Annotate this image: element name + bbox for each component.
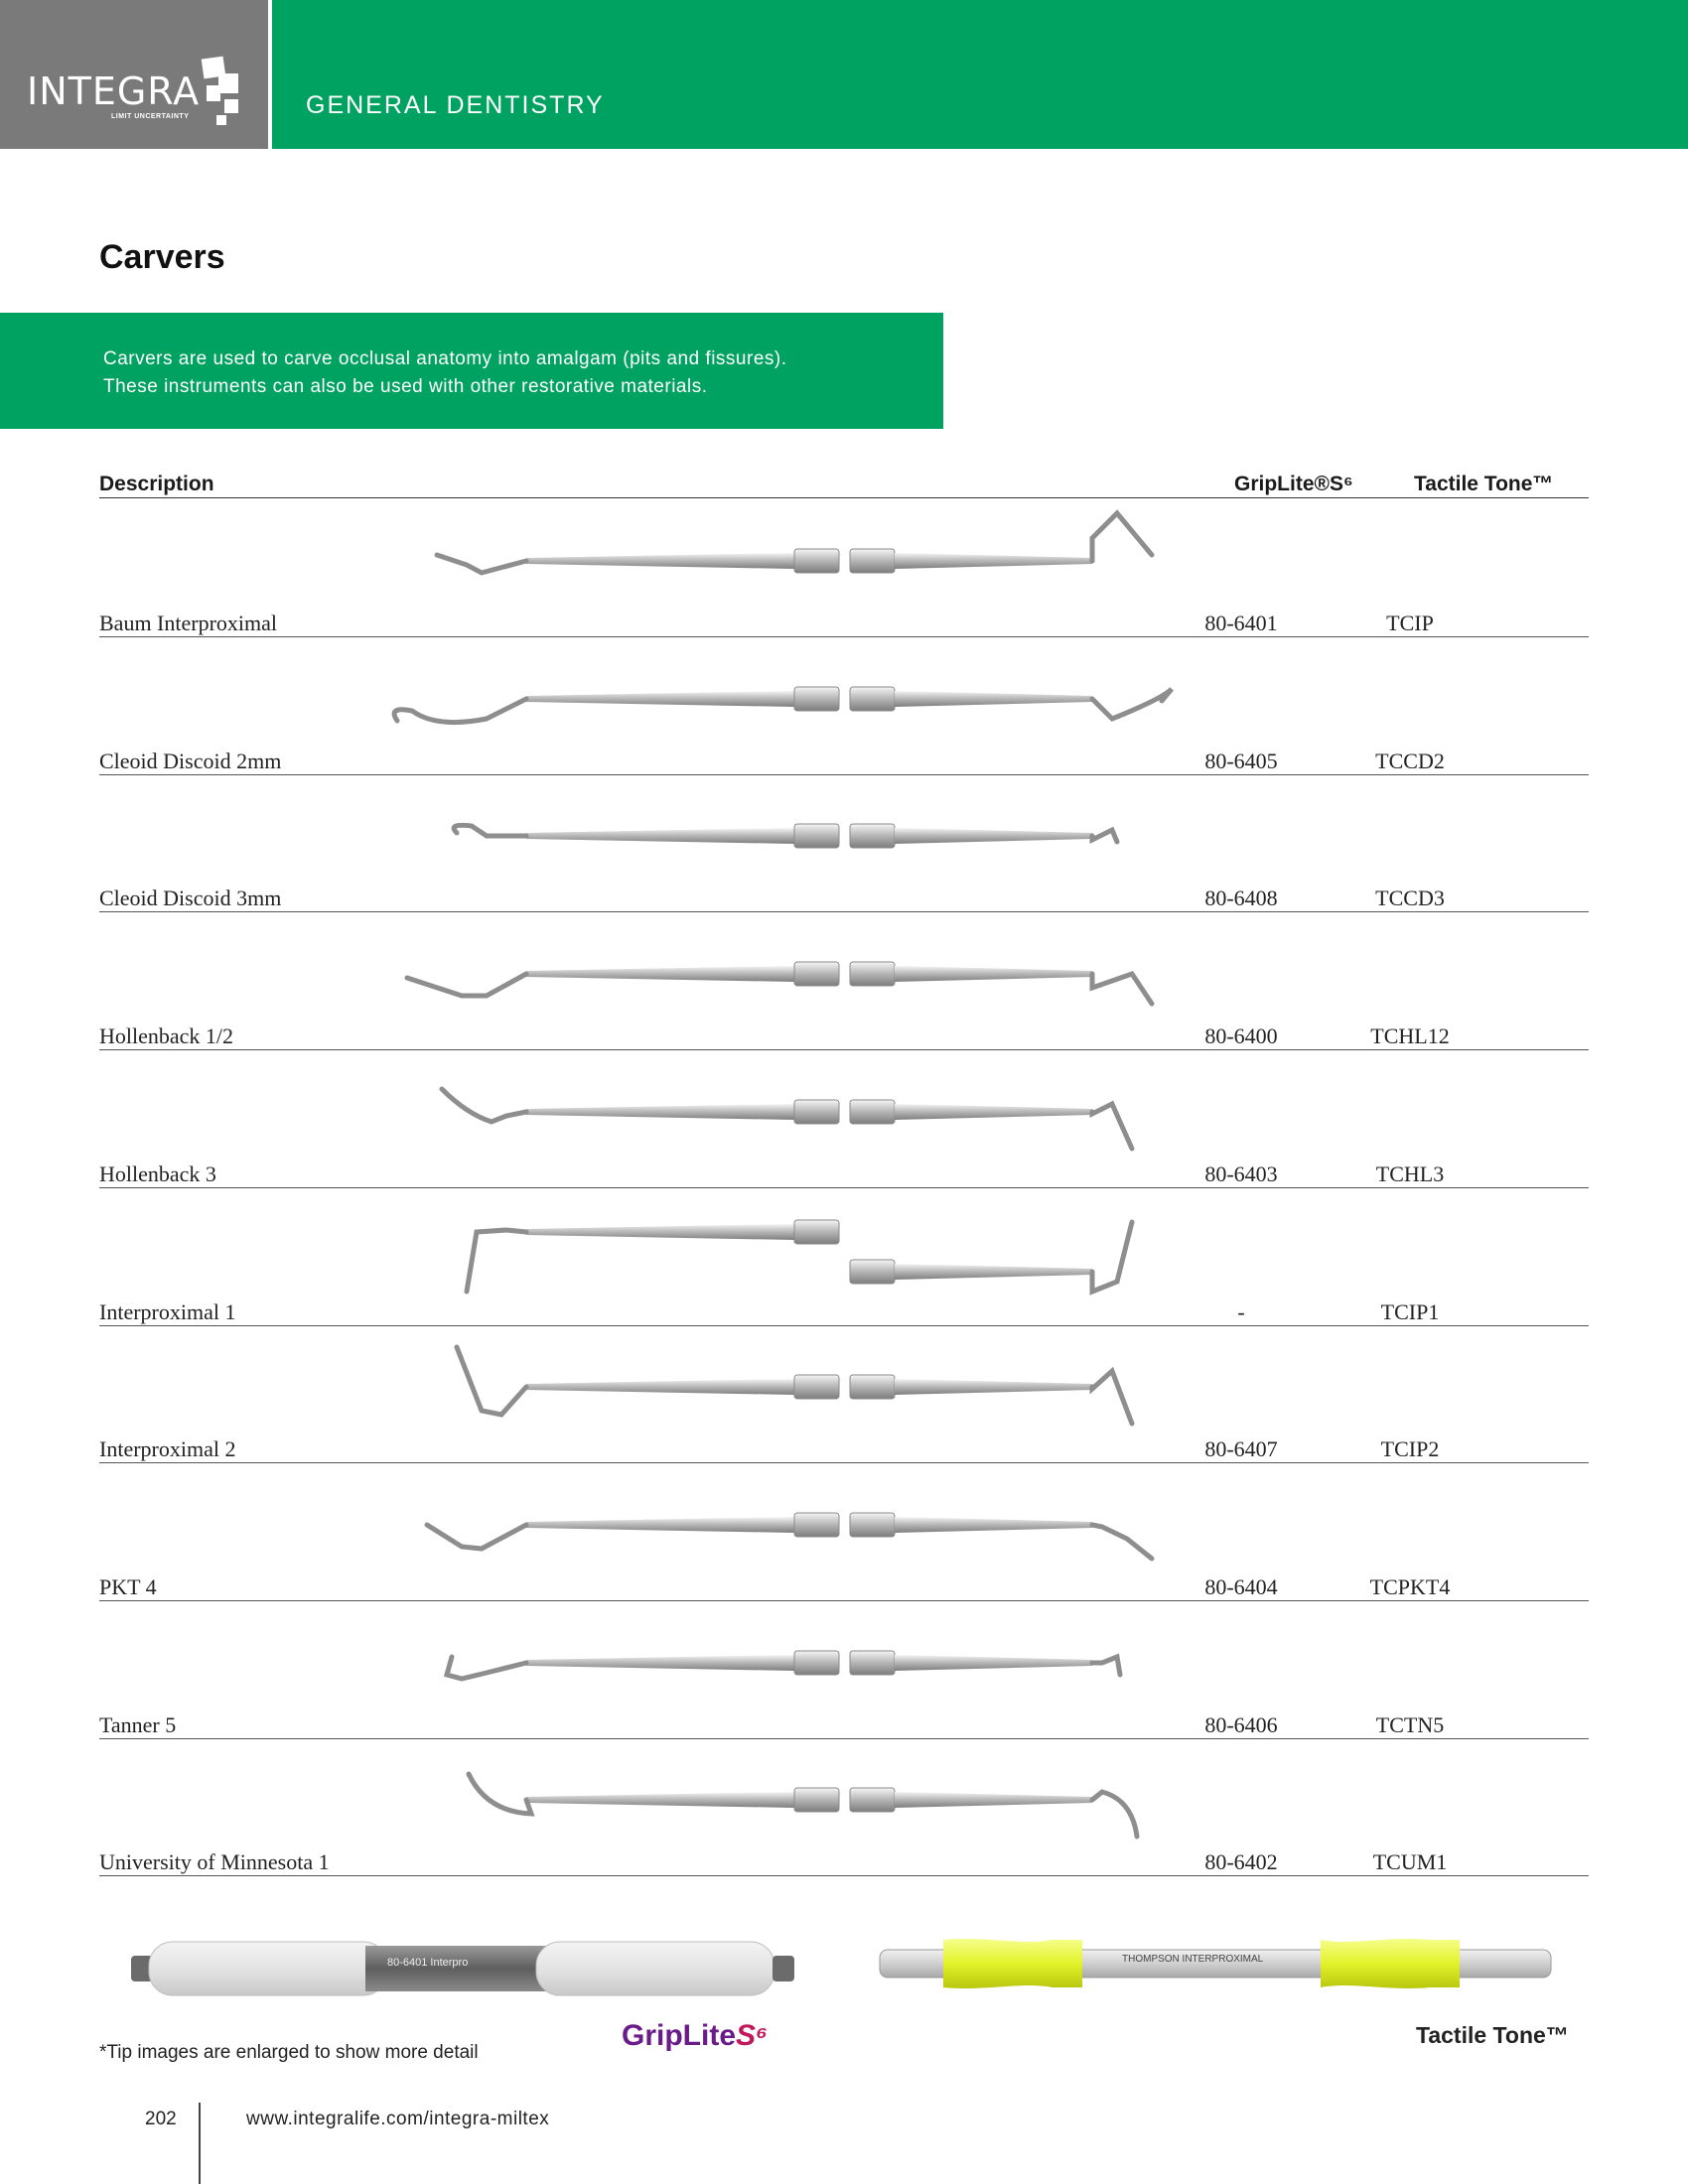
tactile-tone-handle-image xyxy=(874,1934,1559,1993)
carver-instrument-image xyxy=(377,1467,1231,1576)
carver-instrument-image xyxy=(377,503,1231,613)
griplite-catalog-number: 80-6402 xyxy=(1204,1849,1278,1875)
product-description: Tanner 5 xyxy=(99,1711,177,1737)
intro-line-2: These instruments can also be used with other restorative materials. xyxy=(103,376,708,397)
product-description: Interproximal 1 xyxy=(99,1298,236,1324)
carver-instrument-image xyxy=(377,1054,1231,1163)
table-row xyxy=(99,637,1589,775)
table-row xyxy=(99,499,1589,637)
carver-instrument-image xyxy=(377,916,1231,1025)
griplite-catalog-number: 80-6401 xyxy=(1204,611,1278,635)
griplite-logo-text: GripLite xyxy=(622,2019,737,2052)
carver-instrument-image xyxy=(377,778,1231,887)
tactile-tone-catalog-number: TCIP1 xyxy=(1380,1298,1440,1324)
header-bar xyxy=(272,0,1688,149)
table-row xyxy=(99,1738,1589,1876)
carver-instrument-image xyxy=(377,641,1231,751)
table-row xyxy=(99,1325,1589,1463)
tactile-tone-catalog-number: TCHL3 xyxy=(1375,1160,1445,1186)
product-description: PKT 4 xyxy=(99,1573,157,1599)
griplite-catalog-number: 80-6406 xyxy=(1204,1711,1278,1737)
griplite-catalog-number: 80-6407 xyxy=(1204,1436,1278,1462)
griplite-catalog-number: 80-6408 xyxy=(1204,886,1278,911)
product-description: Interproximal 2 xyxy=(99,1436,236,1462)
table-row xyxy=(99,1188,1589,1326)
table-row xyxy=(99,1463,1589,1601)
product-description: Baum Interproximal xyxy=(99,611,278,635)
product-description: Hollenback 3 xyxy=(99,1160,216,1186)
tactile-handle-label: THOMPSON INTERPROXIMAL xyxy=(1122,1954,1264,1965)
griplite-catalog-number: 80-6400 xyxy=(1204,1024,1278,1049)
row-divider xyxy=(99,1875,1589,1876)
footnote: *Tip images are enlarged to show more detail xyxy=(99,2042,479,2063)
griplite-catalog-number: 80-6403 xyxy=(1204,1160,1278,1186)
griplite-catalog-number: - xyxy=(1237,1298,1245,1324)
brand-logo-block xyxy=(0,0,268,149)
tactile-tone-catalog-number: TCPKT4 xyxy=(1369,1573,1451,1599)
product-description: Cleoid Discoid 3mm xyxy=(99,886,282,911)
column-header-tactile: Tactile Tone™ xyxy=(1414,473,1554,495)
carver-instrument-image xyxy=(377,1192,1231,1301)
column-header-description: Description xyxy=(99,473,214,495)
tactile-tone-catalog-number: TCTN5 xyxy=(1375,1711,1445,1737)
footer-url-link[interactable]: www.integralife.com/integra-miltex xyxy=(246,2109,550,2129)
brand-tagline: LIMIT UNCERTAINTY xyxy=(111,113,190,120)
table-row xyxy=(99,1601,1589,1739)
carver-instrument-image xyxy=(377,1329,1231,1438)
tactile-tone-catalog-number: TCCD2 xyxy=(1375,748,1445,773)
page-number: 202 xyxy=(145,2109,177,2129)
tactile-tone-catalog-number: TCHL12 xyxy=(1370,1024,1450,1049)
table-row xyxy=(99,1050,1589,1188)
product-description: University of Minnesota 1 xyxy=(99,1849,330,1875)
intro-line-1: Carvers are used to carve occlusal anatomy into amalgam (pits and fissures). xyxy=(103,348,787,369)
footer-divider xyxy=(199,2103,201,2184)
table-row xyxy=(99,774,1589,912)
brand-squares-icon xyxy=(199,56,244,129)
tactile-tone-catalog-number: TCUM1 xyxy=(1372,1849,1448,1875)
griplite-logo xyxy=(622,2019,768,2053)
product-description: Hollenback 1/2 xyxy=(99,1024,234,1049)
griplite-handle-image xyxy=(127,1934,802,2003)
table-row xyxy=(99,912,1589,1050)
carver-instrument-image xyxy=(377,1742,1231,1851)
table-header-rule xyxy=(99,497,1589,498)
tactile-tone-catalog-number: TCIP xyxy=(1386,611,1434,635)
griplite-handle-label: 80-6401 Interpro xyxy=(387,1957,469,1969)
tactile-tone-catalog-number: TCIP2 xyxy=(1380,1436,1440,1462)
carver-instrument-image xyxy=(377,1605,1231,1714)
griplite-catalog-number: 80-6405 xyxy=(1204,748,1278,773)
section-title: GENERAL DENTISTRY xyxy=(306,91,605,119)
page-title: Carvers xyxy=(99,238,225,276)
tactile-tone-catalog-number: TCCD3 xyxy=(1375,886,1445,911)
griplite-catalog-number: 80-6404 xyxy=(1204,1573,1278,1599)
tactile-tone-caption: Tactile Tone™ xyxy=(1416,2022,1569,2048)
intro-text xyxy=(103,345,917,401)
product-description: Cleoid Discoid 2mm xyxy=(99,748,282,773)
column-header-griplite: GripLite®S⁶ xyxy=(1234,473,1353,495)
griplite-logo-suffix: S⁶ xyxy=(736,2019,769,2052)
brand-logo-text: INTEGRA xyxy=(27,69,201,113)
